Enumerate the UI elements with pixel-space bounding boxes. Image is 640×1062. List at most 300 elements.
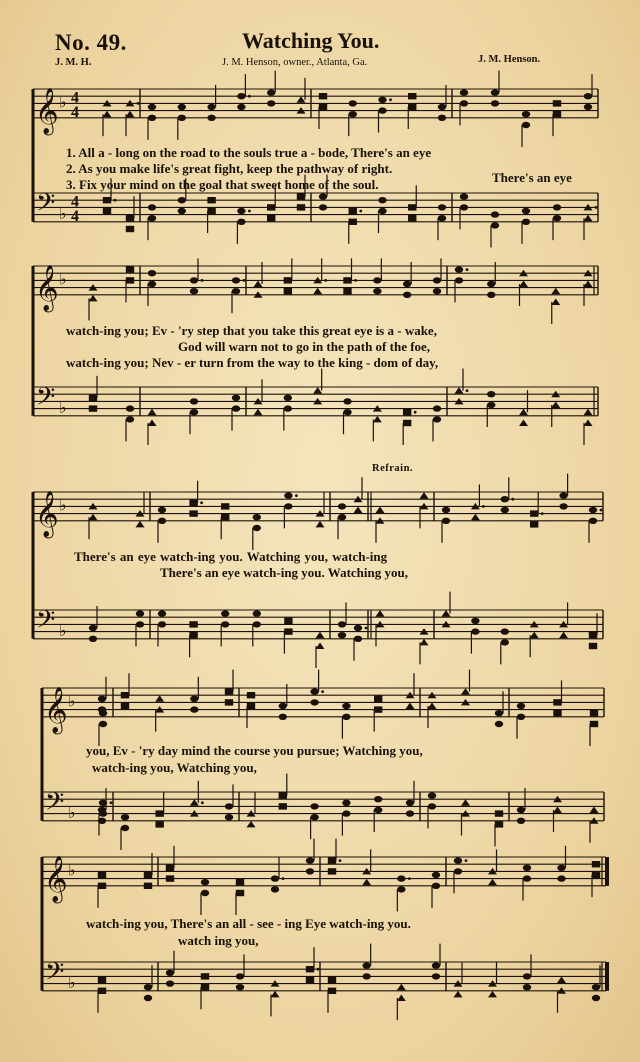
bass-clef-icon: 𝄢: [36, 382, 56, 418]
note-head: [374, 807, 382, 813]
note-head: [397, 886, 405, 892]
note-head: [310, 803, 318, 809]
shape-note-head: [374, 696, 382, 702]
note-head: [487, 402, 495, 408]
shape-note-head: [126, 266, 134, 272]
time-signature-top: 4: [71, 193, 79, 211]
shape-note-head: [328, 857, 336, 863]
note-head: [553, 204, 561, 210]
note-head: [121, 825, 129, 831]
note-head: [432, 872, 440, 878]
note-head: [237, 219, 245, 225]
note-head: [201, 890, 209, 896]
note-head: [178, 104, 186, 110]
note-head: [284, 503, 292, 509]
shape-note-head: [362, 879, 371, 886]
hymn-title: Watching You.: [242, 28, 380, 53]
shape-note-head: [530, 521, 538, 527]
note-head: [236, 984, 244, 990]
note-dot: [114, 199, 117, 202]
note-head: [495, 710, 503, 716]
note-head: [442, 518, 450, 524]
shape-note-head: [121, 692, 129, 698]
shape-note-head: [316, 632, 325, 639]
note-head: [354, 625, 362, 631]
note-dot: [408, 877, 411, 880]
note-head: [148, 270, 156, 276]
shape-note-head: [551, 402, 560, 409]
shape-note-head: [316, 643, 325, 650]
note-head: [279, 703, 287, 709]
note-head: [373, 277, 381, 283]
note-head: [232, 405, 240, 411]
note-head: [253, 525, 261, 531]
note-head: [589, 518, 597, 524]
note-head: [501, 496, 509, 502]
note-head: [310, 688, 318, 694]
shape-note-head: [279, 803, 287, 809]
note-head: [523, 865, 531, 871]
note-head: [190, 288, 198, 294]
note-head: [433, 405, 441, 411]
shape-note-head: [297, 193, 305, 199]
note-head: [158, 621, 166, 627]
note-head: [148, 281, 156, 287]
shape-note-head: [354, 507, 363, 514]
time-signature-bottom: 4: [71, 207, 79, 225]
shape-note-head: [254, 281, 263, 288]
shape-note-head: [189, 510, 197, 516]
note-head: [284, 395, 292, 401]
verse-1-lyric: 1. All a - long on the road to the souls true a - bode, There's an eye: [66, 145, 432, 160]
note-head: [271, 875, 279, 881]
note-head: [403, 281, 411, 287]
note-head: [501, 639, 509, 645]
note-head: [428, 803, 436, 809]
verse-3-lyric: 3. Fix your mind on the goal that sweet home of the soul.: [66, 177, 379, 192]
note-head: [237, 104, 245, 110]
note-head: [178, 115, 186, 121]
verse-1-lyric-line2: watch-ing you; Ev - 'ry step that you take this great eye is a - wake,: [66, 323, 437, 338]
note-head: [158, 518, 166, 524]
note-head: [221, 621, 229, 627]
note-head: [522, 111, 530, 117]
shape-note-head: [584, 215, 593, 222]
note-head: [460, 100, 468, 106]
note-head: [378, 107, 386, 113]
note-head: [98, 696, 106, 702]
shape-note-head: [553, 710, 561, 716]
note-head: [237, 93, 245, 99]
flat-key-signature-icon: ♭: [68, 972, 76, 992]
shape-note-head: [144, 883, 152, 889]
shape-note-head: [343, 288, 351, 294]
note-head: [438, 204, 446, 210]
treble-clef-icon: 𝄞: [44, 686, 68, 733]
note-dot: [200, 501, 203, 504]
shape-note-head: [166, 875, 174, 881]
shape-note-head: [408, 215, 416, 221]
shape-note-head: [89, 405, 97, 411]
note-dot: [201, 279, 204, 282]
shape-note-head: [98, 988, 106, 994]
note-dot: [389, 98, 392, 101]
verse-2-lyric-line2: God will warn not to go in the path of the foe,: [178, 339, 431, 354]
time-signature-bottom: 4: [71, 103, 79, 121]
note-head: [148, 215, 156, 221]
shape-note-head: [126, 111, 135, 118]
shape-note-head: [557, 977, 566, 984]
shape-note-head: [461, 799, 470, 806]
note-dot: [248, 95, 251, 98]
shape-note-head: [349, 219, 357, 225]
note-head: [201, 879, 209, 885]
note-head: [207, 115, 215, 121]
shape-note-head: [189, 500, 197, 506]
shape-note-head: [189, 632, 197, 638]
shape-note-head: [488, 879, 497, 886]
shape-note-head: [126, 226, 134, 232]
shape-note-head: [373, 416, 382, 423]
note-head: [362, 973, 370, 979]
shape-note-head: [495, 810, 503, 816]
note-head: [438, 215, 446, 221]
note-head: [501, 628, 509, 634]
shape-note-head: [201, 973, 209, 979]
bass-clef-icon: 𝄢: [45, 957, 65, 993]
shape-note-head: [126, 277, 134, 283]
refrain-lyric-line1: There's an eye watch-ing you. Watching you, watch-ing: [74, 549, 388, 564]
shape-note-head: [284, 628, 292, 634]
note-head: [454, 868, 462, 874]
note-head: [148, 115, 156, 121]
note-head: [592, 984, 600, 990]
note-dot: [339, 859, 342, 862]
note-head: [253, 621, 261, 627]
note-head: [225, 803, 233, 809]
note-head: [319, 193, 327, 199]
shape-note-head: [328, 988, 336, 994]
note-head: [166, 970, 174, 976]
shape-note-head: [121, 703, 129, 709]
shape-note-head: [420, 639, 429, 646]
treble-clef-icon: 𝄞: [35, 87, 59, 134]
shape-note-head: [589, 632, 597, 638]
note-dot: [243, 279, 246, 282]
shape-note-head: [592, 861, 600, 867]
shape-note-head: [89, 295, 98, 302]
owner-credit: J. M. Henson, owner., Atlanta, Ga.: [222, 57, 368, 68]
note-head: [517, 807, 525, 813]
note-head: [99, 810, 107, 816]
shape-note-head: [103, 197, 111, 203]
note-head: [374, 796, 382, 802]
shape-note-head: [236, 890, 244, 896]
bass-clef-icon: 𝄢: [36, 605, 56, 641]
shape-note-head: [247, 703, 255, 709]
note-head: [354, 636, 362, 642]
note-head: [284, 405, 292, 411]
shape-note-head: [144, 872, 152, 878]
note-head: [310, 699, 318, 705]
shape-note-head: [98, 883, 106, 889]
note-head: [471, 618, 479, 624]
shape-note-head: [89, 395, 97, 401]
shape-note-head: [103, 111, 112, 118]
note-head: [455, 266, 463, 272]
note-head: [221, 610, 229, 616]
note-dot: [317, 968, 320, 971]
note-head: [517, 714, 525, 720]
shape-note-head: [207, 208, 215, 214]
note-head: [121, 814, 129, 820]
note-head: [190, 409, 198, 415]
shape-note-head: [406, 703, 415, 710]
shape-note-head: [297, 204, 305, 210]
shape-note-head: [584, 281, 593, 288]
bass-clef-icon: 𝄢: [45, 787, 65, 823]
note-head: [89, 625, 97, 631]
note-head: [232, 395, 240, 401]
note-head: [148, 204, 156, 210]
treble-clef-icon: 𝄞: [35, 490, 59, 537]
shape-note-head: [461, 688, 470, 695]
shape-note-head: [349, 208, 357, 214]
shape-note-head: [454, 991, 463, 998]
shape-note-head: [584, 420, 593, 427]
shape-note-head: [313, 387, 322, 394]
shape-note-head: [306, 977, 314, 983]
shape-note-head: [374, 706, 382, 712]
note-head: [207, 104, 215, 110]
note-head: [584, 93, 592, 99]
shape-note-head: [592, 872, 600, 878]
note-dot: [324, 279, 327, 282]
note-dot: [295, 494, 298, 497]
shape-note-head: [397, 995, 406, 1002]
note-head: [433, 416, 441, 422]
shape-note-head: [590, 710, 598, 716]
shape-note-head: [225, 699, 233, 705]
note-dot: [541, 512, 544, 515]
note-head: [190, 398, 198, 404]
shape-note-head: [471, 514, 480, 521]
note-dot: [137, 102, 140, 105]
shape-note-head: [590, 807, 599, 814]
verse-2-lyric: 2. As you make life's great fight, keep the pathway of right.: [66, 161, 393, 176]
shape-note-head: [254, 409, 263, 416]
shape-note-head: [267, 204, 275, 210]
shape-note-head: [98, 977, 106, 983]
shape-note-head: [584, 409, 593, 416]
shape-note-head: [343, 277, 351, 283]
note-head: [310, 814, 318, 820]
shape-note-head: [247, 821, 256, 828]
note-head: [487, 281, 495, 287]
note-head: [553, 215, 561, 221]
flat-key-signature-icon: ♭: [68, 802, 76, 822]
verse-3-lyric-line2: watch-ing you; Nev - er turn from the way to the king - dom of day,: [66, 355, 439, 370]
shape-note-head: [319, 93, 327, 99]
note-head: [495, 721, 503, 727]
note-head: [342, 800, 350, 806]
note-head: [343, 409, 351, 415]
note-head: [428, 792, 436, 798]
shape-note-head: [403, 420, 411, 426]
shape-note-head: [590, 721, 598, 727]
note-head: [397, 875, 405, 881]
note-dot: [465, 859, 468, 862]
note-head: [338, 503, 346, 509]
note-head: [267, 100, 275, 106]
note-head: [99, 800, 107, 806]
flat-key-signature-icon: ♭: [68, 860, 76, 880]
note-head: [406, 800, 414, 806]
shape-note-head: [126, 215, 134, 221]
note-dot: [321, 690, 324, 693]
note-head: [378, 197, 386, 203]
shape-note-head: [284, 618, 292, 624]
note-head: [362, 962, 370, 968]
shape-note-head: [189, 621, 197, 627]
hymn-number: No. 49.: [55, 30, 127, 55]
note-head: [491, 222, 499, 228]
note-dot: [248, 210, 251, 213]
system4-lyric-line2: watch-ing you, Watching you,: [92, 760, 257, 775]
note-head: [253, 514, 261, 520]
note-head: [144, 984, 152, 990]
shape-note-head: [271, 991, 280, 998]
shape-note-head: [530, 510, 538, 516]
shape-note-head: [190, 799, 199, 806]
shape-note-head: [420, 492, 429, 499]
note-head: [592, 995, 600, 1001]
shape-note-head: [284, 277, 292, 283]
note-head: [432, 883, 440, 889]
final-barline: [605, 857, 609, 886]
shape-note-head: [148, 420, 157, 427]
note-head: [378, 97, 386, 103]
note-head: [338, 632, 346, 638]
note-head: [99, 721, 107, 727]
shape-note-head: [376, 610, 385, 617]
note-head: [432, 973, 440, 979]
flat-key-signature-icon: ♭: [59, 92, 67, 112]
note-head: [460, 204, 468, 210]
note-head: [237, 208, 245, 214]
note-head: [284, 492, 292, 498]
note-head: [517, 818, 525, 824]
shape-note-head: [207, 197, 215, 203]
shape-note-head: [519, 420, 528, 427]
refrain-label: Refrain.: [372, 463, 414, 474]
system5-lyric-line2: watch ing you,: [178, 933, 259, 948]
note-dot: [359, 210, 362, 213]
note-head: [406, 810, 414, 816]
note-head: [178, 197, 186, 203]
note-head: [178, 208, 186, 214]
note-head: [342, 810, 350, 816]
shape-note-head: [530, 632, 539, 639]
shape-note-head: [306, 966, 314, 972]
note-head: [349, 111, 357, 117]
shape-note-head: [247, 692, 255, 698]
note-head: [491, 89, 499, 95]
note-head: [136, 610, 144, 616]
shape-note-head: [284, 288, 292, 294]
shape-note-head: [221, 503, 229, 509]
note-head: [433, 277, 441, 283]
shape-note-head: [297, 96, 306, 103]
note-dot: [482, 505, 485, 508]
shape-note-head: [136, 521, 145, 528]
shape-note-head: [442, 610, 451, 617]
note-head: [589, 507, 597, 513]
note-head: [279, 714, 287, 720]
shape-note-head: [103, 208, 111, 214]
shape-note-head: [328, 977, 336, 983]
note-head: [306, 868, 314, 874]
shape-note-head: [89, 514, 98, 521]
note-head: [491, 100, 499, 106]
shape-note-head: [408, 104, 416, 110]
note-head: [523, 973, 531, 979]
note-head: [559, 503, 567, 509]
note-head: [232, 277, 240, 283]
verse-3-lyric-end: There's an eye: [492, 170, 572, 185]
shape-note-head: [148, 409, 157, 416]
note-head: [378, 208, 386, 214]
note-head: [491, 211, 499, 217]
note-dot: [511, 498, 514, 501]
note-dot: [600, 509, 603, 512]
shape-note-head: [313, 288, 322, 295]
note-head: [454, 857, 462, 863]
note-head: [342, 714, 350, 720]
shape-note-head: [316, 521, 325, 528]
system5-lyric-line1: watch-ing you, There's an all - see - ing Eye watch-ing you.: [86, 916, 411, 931]
note-dot: [365, 627, 368, 630]
shape-note-head: [519, 409, 528, 416]
shape-note-head: [267, 215, 275, 221]
flat-key-signature-icon: ♭: [59, 397, 67, 417]
note-head: [236, 973, 244, 979]
note-head: [460, 89, 468, 95]
note-head: [343, 398, 351, 404]
shape-note-head: [553, 111, 561, 117]
shape-note-head: [319, 104, 327, 110]
shape-note-head: [155, 821, 163, 827]
note-head: [557, 865, 565, 871]
note-dot: [466, 268, 469, 271]
shape-note-head: [519, 281, 528, 288]
note-head: [306, 857, 314, 863]
shape-note-head: [225, 688, 233, 694]
note-head: [471, 628, 479, 634]
note-head: [442, 507, 450, 513]
words-credit: J. M. H.: [55, 57, 92, 68]
note-head: [267, 89, 275, 95]
shape-note-head: [155, 810, 163, 816]
note-head: [557, 875, 565, 881]
note-head: [438, 115, 446, 121]
note-head: [501, 507, 509, 513]
note-head: [148, 104, 156, 110]
shape-note-head: [408, 204, 416, 210]
note-head: [349, 100, 357, 106]
note-head: [232, 288, 240, 294]
shape-note-head: [376, 507, 385, 514]
